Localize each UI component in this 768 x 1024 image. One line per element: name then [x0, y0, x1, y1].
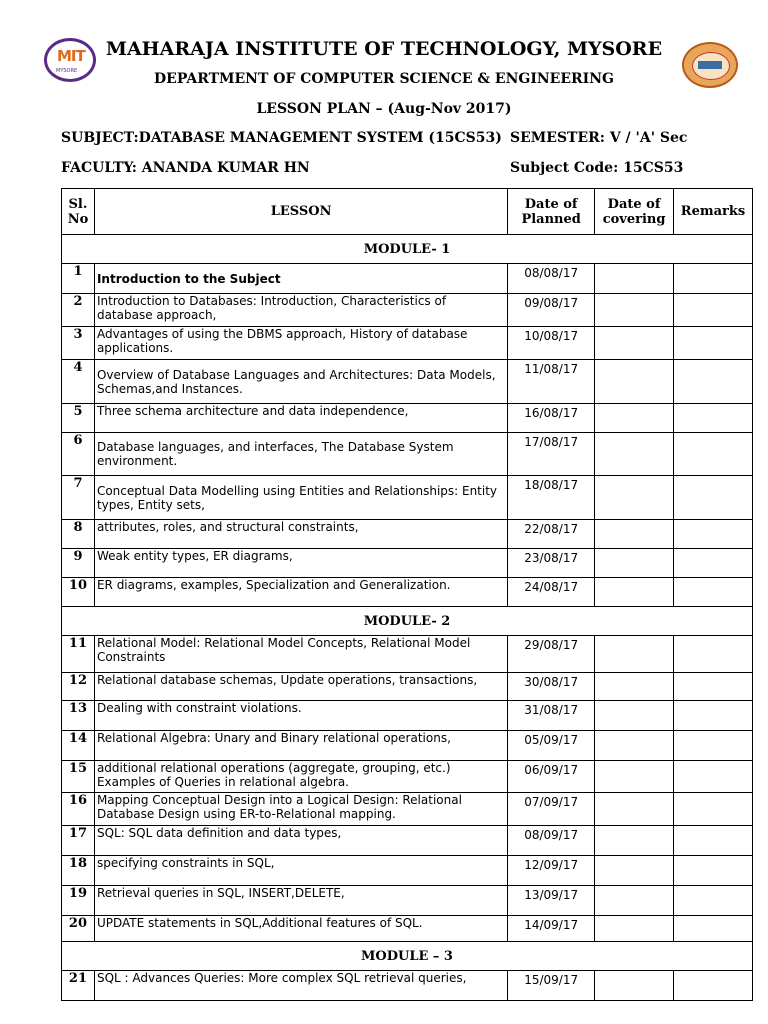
- row-date-planned: 29/08/17: [508, 636, 595, 673]
- table-row: [62, 856, 753, 886]
- row-lesson: Conceptual Data Modelling using Entities and Relationships: Entity types, Entity sets,: [94, 476, 507, 520]
- row-remarks: [674, 731, 753, 761]
- header-remarks: Remarks: [674, 189, 753, 235]
- table-row: [62, 294, 753, 327]
- table-row: [62, 327, 753, 360]
- row-lesson: specifying constraints in SQL,: [94, 856, 507, 886]
- module-title: MODULE – 3: [62, 942, 753, 971]
- row-sl-no: 15: [62, 761, 95, 793]
- table-row: [62, 433, 753, 476]
- row-sl-no: 12: [62, 673, 95, 701]
- row-remarks: [674, 761, 753, 793]
- row-remarks: [674, 916, 753, 942]
- row-lesson: Mapping Conceptual Design into a Logical Design: Relational Database Design using ER-to-Relational mapping.: [94, 793, 507, 826]
- row-sl-no: 2: [62, 294, 95, 327]
- row-sl-no: 13: [62, 701, 95, 731]
- semester-label: SEMESTER: V / 'A' Sec: [510, 130, 688, 146]
- row-date-planned: 12/09/17: [508, 856, 595, 886]
- row-date-planned: 23/08/17: [508, 549, 595, 578]
- row-sl-no: 3: [62, 327, 95, 360]
- row-remarks: [674, 578, 753, 607]
- row-sl-no: 21: [62, 971, 95, 1001]
- subject-label: SUBJECT:DATABASE MANAGEMENT SYSTEM (15CS53): [61, 130, 502, 146]
- table-row: [62, 793, 753, 826]
- module-title: MODULE- 1: [62, 235, 753, 264]
- document-header: [0, 0, 768, 185]
- row-sl-no: 18: [62, 856, 95, 886]
- row-remarks: [674, 360, 753, 404]
- row-remarks: [674, 826, 753, 856]
- table-row: [62, 886, 753, 916]
- table-row: [62, 578, 753, 607]
- row-date-planned: 09/08/17: [508, 294, 595, 327]
- row-lesson: Overview of Database Languages and Architectures: Data Models, Schemas,and Instances.: [94, 360, 507, 404]
- row-remarks: [674, 520, 753, 549]
- row-date-planned: 30/08/17: [508, 673, 595, 701]
- row-lesson: Introduction to the Subject: [94, 264, 507, 294]
- row-remarks: [674, 476, 753, 520]
- lesson-plan-table: [61, 188, 753, 1001]
- row-date-planned: 15/09/17: [508, 971, 595, 1001]
- row-sl-no: 11: [62, 636, 95, 673]
- row-remarks: [674, 294, 753, 327]
- row-date-covering: [595, 673, 674, 701]
- row-date-planned: 06/09/17: [508, 761, 595, 793]
- row-date-planned: 08/09/17: [508, 826, 595, 856]
- row-sl-no: 10: [62, 578, 95, 607]
- row-lesson: SQL: SQL data definition and data types,: [94, 826, 507, 856]
- row-date-covering: [595, 856, 674, 886]
- row-remarks: [674, 264, 753, 294]
- module-header-row: [62, 235, 753, 264]
- row-lesson: ER diagrams, examples, Specialization and Generalization.: [94, 578, 507, 607]
- header-lesson: LESSON: [94, 189, 507, 235]
- row-date-planned: 10/08/17: [508, 327, 595, 360]
- table-header-row: [62, 189, 753, 235]
- row-date-planned: 31/08/17: [508, 701, 595, 731]
- row-lesson: Retrieval queries in SQL, INSERT,DELETE,: [94, 886, 507, 916]
- row-date-covering: [595, 578, 674, 607]
- row-date-covering: [595, 731, 674, 761]
- table-row: [62, 916, 753, 942]
- row-remarks: [674, 886, 753, 916]
- table-row: [62, 761, 753, 793]
- row-lesson: Three schema architecture and data independence,: [94, 404, 507, 433]
- row-date-planned: 18/08/17: [508, 476, 595, 520]
- row-sl-no: 1: [62, 264, 95, 294]
- row-remarks: [674, 701, 753, 731]
- row-date-planned: 24/08/17: [508, 578, 595, 607]
- row-date-covering: [595, 264, 674, 294]
- row-sl-no: 4: [62, 360, 95, 404]
- row-remarks: [674, 327, 753, 360]
- row-date-covering: [595, 886, 674, 916]
- row-date-covering: [595, 294, 674, 327]
- header-date-covering: Date of covering: [595, 189, 674, 235]
- row-sl-no: 8: [62, 520, 95, 549]
- row-date-covering: [595, 520, 674, 549]
- table-row: [62, 476, 753, 520]
- row-sl-no: 16: [62, 793, 95, 826]
- row-date-planned: 13/09/17: [508, 886, 595, 916]
- table-body: [62, 235, 753, 1001]
- row-remarks: [674, 856, 753, 886]
- row-lesson: Relational database schemas, Update operations, transactions,: [94, 673, 507, 701]
- row-remarks: [674, 549, 753, 578]
- row-lesson: Weak entity types, ER diagrams,: [94, 549, 507, 578]
- row-date-covering: [595, 916, 674, 942]
- row-date-covering: [595, 971, 674, 1001]
- table-row: [62, 520, 753, 549]
- header-sl-no: Sl. No: [62, 189, 95, 235]
- row-sl-no: 20: [62, 916, 95, 942]
- table-row: [62, 264, 753, 294]
- row-date-covering: [595, 476, 674, 520]
- table-row: [62, 971, 753, 1001]
- row-sl-no: 5: [62, 404, 95, 433]
- row-date-planned: 08/08/17: [508, 264, 595, 294]
- row-date-covering: [595, 636, 674, 673]
- row-sl-no: 7: [62, 476, 95, 520]
- row-date-covering: [595, 793, 674, 826]
- row-remarks: [674, 793, 753, 826]
- table-row: [62, 673, 753, 701]
- module-header-row: [62, 607, 753, 636]
- row-lesson: Relational Algebra: Unary and Binary relational operations,: [94, 731, 507, 761]
- row-lesson: Database languages, and interfaces, The Database System environment.: [94, 433, 507, 476]
- row-date-covering: [595, 701, 674, 731]
- table-row: [62, 404, 753, 433]
- row-date-covering: [595, 433, 674, 476]
- faculty-label: FACULTY: ANANDA KUMAR HN: [61, 160, 310, 176]
- department-title: DEPARTMENT OF COMPUTER SCIENCE & ENGINEERING: [154, 71, 614, 87]
- row-date-covering: [595, 327, 674, 360]
- row-date-covering: [595, 360, 674, 404]
- row-date-planned: 14/09/17: [508, 916, 595, 942]
- logo-emblem-bar: [698, 61, 722, 69]
- row-date-covering: [595, 404, 674, 433]
- row-remarks: [674, 433, 753, 476]
- row-sl-no: 14: [62, 731, 95, 761]
- row-remarks: [674, 636, 753, 673]
- row-remarks: [674, 673, 753, 701]
- subject-code-label: Subject Code: 15CS53: [510, 160, 684, 176]
- row-sl-no: 19: [62, 886, 95, 916]
- row-lesson: SQL : Advances Queries: More complex SQL retrieval queries,: [94, 971, 507, 1001]
- row-sl-no: 6: [62, 433, 95, 476]
- logo-mysore-text: MYSORE: [56, 68, 78, 74]
- row-date-planned: 11/08/17: [508, 360, 595, 404]
- row-remarks: [674, 971, 753, 1001]
- table-row: [62, 826, 753, 856]
- row-date-covering: [595, 826, 674, 856]
- row-date-planned: 17/08/17: [508, 433, 595, 476]
- table-row: [62, 731, 753, 761]
- row-remarks: [674, 404, 753, 433]
- row-lesson: Introduction to Databases: Introduction, Characteristics of database approach,: [94, 294, 507, 327]
- row-lesson: Dealing with constraint violations.: [94, 701, 507, 731]
- row-lesson: attributes, roles, and structural constraints,: [94, 520, 507, 549]
- row-date-covering: [595, 549, 674, 578]
- lesson-plan-title: LESSON PLAN – (Aug-Nov 2017): [256, 101, 512, 117]
- row-lesson: UPDATE statements in SQL,Additional features of SQL.: [94, 916, 507, 942]
- table-row: [62, 636, 753, 673]
- table-row: [62, 549, 753, 578]
- row-lesson: Relational Model: Relational Model Concepts, Relational Model Constraints: [94, 636, 507, 673]
- row-sl-no: 17: [62, 826, 95, 856]
- module-title: MODULE- 2: [62, 607, 753, 636]
- module-header-row: [62, 942, 753, 971]
- row-date-planned: 16/08/17: [508, 404, 595, 433]
- row-date-planned: 22/08/17: [508, 520, 595, 549]
- table-row: [62, 701, 753, 731]
- row-date-planned: 07/09/17: [508, 793, 595, 826]
- row-date-planned: 05/09/17: [508, 731, 595, 761]
- row-lesson: Advantages of using the DBMS approach, History of database applications.: [94, 327, 507, 360]
- row-date-covering: [595, 761, 674, 793]
- header-date-planned: Date of Planned: [508, 189, 595, 235]
- logo-mit-text: MIT: [57, 47, 85, 65]
- row-sl-no: 9: [62, 549, 95, 578]
- table-row: [62, 360, 753, 404]
- row-lesson: additional relational operations (aggregate, grouping, etc.) Examples of Queries in relational algebra.: [94, 761, 507, 793]
- institute-title: MAHARAJA INSTITUTE OF TECHNOLOGY, MYSORE: [105, 38, 663, 60]
